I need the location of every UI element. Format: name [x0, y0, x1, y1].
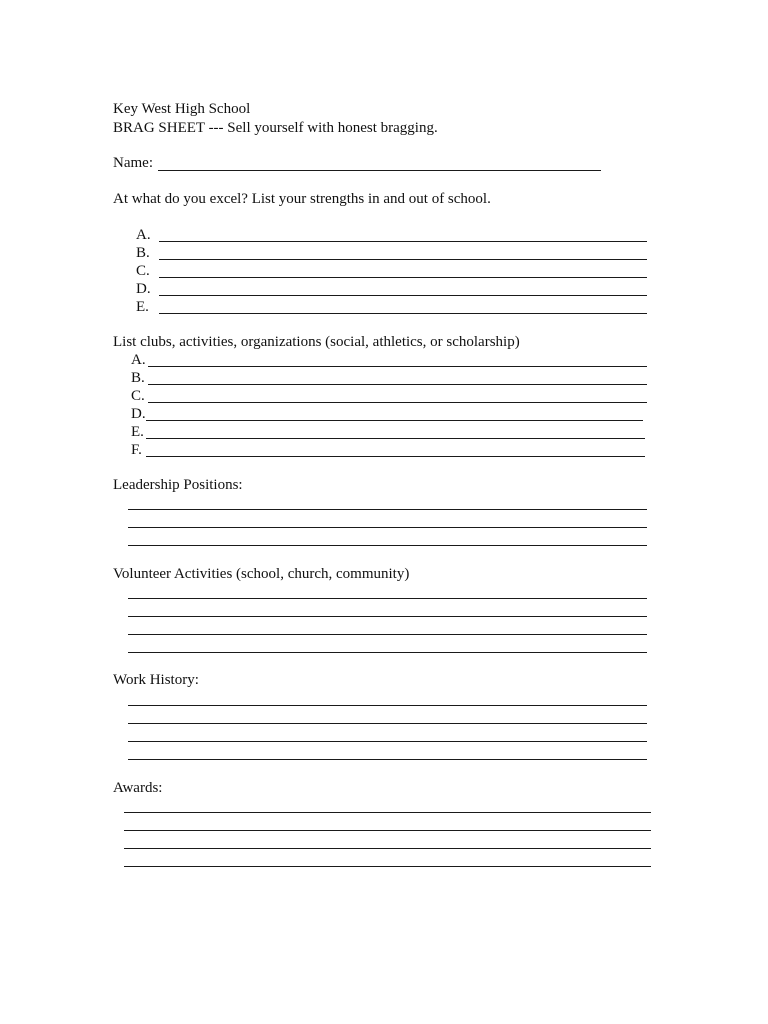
- strength-label-a: A.: [136, 227, 151, 243]
- strength-line-d[interactable]: [159, 295, 647, 296]
- strength-line-b[interactable]: [159, 259, 647, 260]
- club-label-b: B.: [131, 370, 145, 386]
- work-heading: Work History:: [113, 672, 199, 688]
- strength-label-c: C.: [136, 263, 150, 279]
- leadership-heading: Leadership Positions:: [113, 477, 243, 493]
- volunteer-line-2[interactable]: [128, 616, 647, 617]
- club-line-b[interactable]: [148, 384, 647, 385]
- strength-line-a[interactable]: [159, 241, 647, 242]
- club-label-f: F.: [131, 442, 142, 458]
- club-line-e[interactable]: [146, 438, 645, 439]
- club-line-d[interactable]: [146, 420, 643, 421]
- strength-label-d: D.: [136, 281, 151, 297]
- awards-heading: Awards:: [113, 780, 163, 796]
- leadership-line-1[interactable]: [128, 509, 647, 510]
- work-line-4[interactable]: [128, 759, 647, 760]
- strength-line-c[interactable]: [159, 277, 647, 278]
- volunteer-heading: Volunteer Activities (school, church, community): [113, 566, 410, 582]
- club-label-e: E.: [131, 424, 144, 440]
- clubs-prompt: List clubs, activities, organizations (social, athletics, or scholarship): [113, 334, 520, 350]
- club-label-a: A.: [131, 352, 146, 368]
- strengths-prompt: At what do you excel? List your strengths in and out of school.: [113, 191, 491, 207]
- leadership-line-2[interactable]: [128, 527, 647, 528]
- work-line-1[interactable]: [128, 705, 647, 706]
- club-line-a[interactable]: [148, 366, 647, 367]
- leadership-line-3[interactable]: [128, 545, 647, 546]
- awards-line-1[interactable]: [124, 812, 651, 813]
- name-input-line[interactable]: [158, 170, 601, 171]
- volunteer-line-3[interactable]: [128, 634, 647, 635]
- volunteer-line-4[interactable]: [128, 652, 647, 653]
- strength-line-e[interactable]: [159, 313, 647, 314]
- awards-line-4[interactable]: [124, 866, 651, 867]
- club-label-d: D.: [131, 406, 146, 422]
- awards-line-3[interactable]: [124, 848, 651, 849]
- awards-line-2[interactable]: [124, 830, 651, 831]
- club-line-f[interactable]: [146, 456, 645, 457]
- club-label-c: C.: [131, 388, 145, 404]
- form-title: BRAG SHEET --- Sell yourself with honest bragging.: [113, 120, 438, 136]
- work-line-2[interactable]: [128, 723, 647, 724]
- club-line-c[interactable]: [148, 402, 647, 403]
- strength-label-b: B.: [136, 245, 150, 261]
- volunteer-line-1[interactable]: [128, 598, 647, 599]
- strength-label-e: E.: [136, 299, 149, 315]
- work-line-3[interactable]: [128, 741, 647, 742]
- name-label: Name:: [113, 155, 153, 171]
- school-name: Key West High School: [113, 101, 251, 117]
